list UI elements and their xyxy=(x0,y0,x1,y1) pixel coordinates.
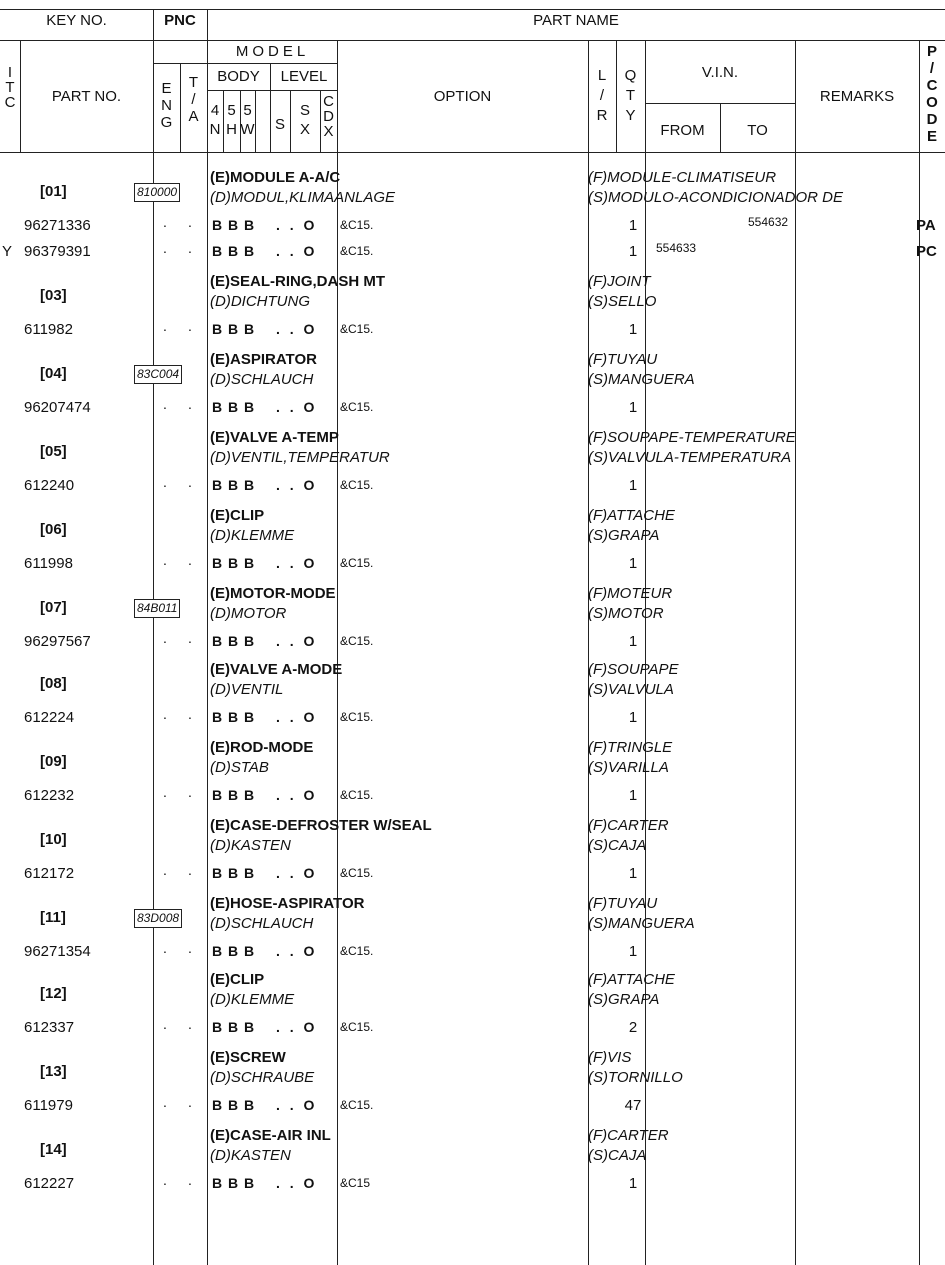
level-codes: . . O xyxy=(276,1097,318,1113)
quantity: 1 xyxy=(628,709,638,726)
part-name-en: (E)ROD-MODE xyxy=(210,739,314,756)
body-codes: B B B xyxy=(212,709,256,725)
part-name-de: (D)DICHTUNG xyxy=(210,293,310,310)
header-vin: V.I.N. xyxy=(701,64,739,81)
level-codes: . . O xyxy=(276,943,318,959)
part-name-fr: (F)ATTACHE xyxy=(588,507,675,524)
header-pnc: PNC xyxy=(164,12,196,29)
option-code: &C15. xyxy=(340,1098,374,1112)
header-body-5w: 5 W xyxy=(240,102,255,138)
level-codes: . . O xyxy=(276,633,318,649)
eng-dot: . xyxy=(163,552,167,568)
quantity: 1 xyxy=(628,943,638,960)
part-name-es: (S)CAJA xyxy=(588,837,647,854)
header-key-no: KEY NO. xyxy=(46,12,107,29)
ta-dot: . xyxy=(188,474,192,490)
key-number: [12] xyxy=(40,985,67,1002)
part-name-en: (E)CLIP xyxy=(210,971,265,988)
option-code: &C15. xyxy=(340,634,374,648)
pnc-code: 83D008 xyxy=(134,909,182,928)
body-codes: B B B xyxy=(212,321,256,337)
part-name-es: (S)CAJA xyxy=(588,1147,647,1164)
part-name-es: (S)MOTOR xyxy=(588,605,664,622)
part-number: 611998 xyxy=(24,555,73,572)
pnc-code: 83C004 xyxy=(134,365,182,384)
part-name-en: (E)CASE-DEFROSTER W/SEAL xyxy=(210,817,432,834)
itc-code: Y xyxy=(2,243,13,260)
quantity: 1 xyxy=(628,243,638,260)
option-code: &C15. xyxy=(340,244,374,258)
eng-dot: . xyxy=(163,706,167,722)
eng-dot: . xyxy=(163,240,167,256)
quantity: 1 xyxy=(628,555,638,572)
part-name-es: (S)MODULO-ACONDICIONADOR DE xyxy=(588,189,844,206)
body-codes: B B B xyxy=(212,1097,256,1113)
ta-dot: . xyxy=(188,706,192,722)
ta-dot: . xyxy=(188,240,192,256)
header-model: MODEL xyxy=(235,43,310,60)
part-number: 96271336 xyxy=(24,217,91,234)
ta-dot: . xyxy=(188,1016,192,1032)
part-name-de: (D)SCHLAUCH xyxy=(210,915,314,932)
ta-dot: . xyxy=(188,318,192,334)
part-name-fr: (F)CARTER xyxy=(588,817,669,834)
part-name-es: (S)GRAPA xyxy=(588,991,660,1008)
body-codes: B B B xyxy=(212,943,256,959)
body-codes: B B B xyxy=(212,477,256,493)
part-number: 96379391 xyxy=(24,243,91,260)
ta-dot: . xyxy=(188,940,192,956)
part-number: 612240 xyxy=(24,477,75,494)
ta-dot: . xyxy=(188,214,192,230)
body-codes: B B B xyxy=(212,787,256,803)
part-number: 612172 xyxy=(24,865,75,882)
part-name-fr: (F)JOINT xyxy=(588,273,651,290)
quantity: 1 xyxy=(628,1175,638,1192)
header-lr: L / R xyxy=(596,67,608,124)
eng-dot: . xyxy=(163,630,167,646)
part-number: 96297567 xyxy=(24,633,91,650)
part-name-fr: (F)TUYAU xyxy=(588,895,658,912)
header-level: LEVEL xyxy=(280,68,328,85)
option-code: &C15. xyxy=(340,866,374,880)
header-remarks: REMARKS xyxy=(819,88,895,105)
ta-dot: . xyxy=(188,784,192,800)
eng-dot: . xyxy=(163,214,167,230)
option-code: &C15. xyxy=(340,1020,374,1034)
eng-dot: . xyxy=(163,396,167,412)
part-name-fr: (F)MOTEUR xyxy=(588,585,673,602)
part-name-en: (E)VALVE A-MODE xyxy=(210,661,343,678)
key-number: [04] xyxy=(40,365,67,382)
header-part-name: PART NAME xyxy=(533,12,619,29)
header-ta: T / A xyxy=(188,74,199,125)
pcode: PC xyxy=(916,243,937,260)
header-vin-to: TO xyxy=(747,122,768,139)
part-name-fr: (F)MODULE-CLIMATISEUR xyxy=(588,169,777,186)
part-name-en: (E)CASE-AIR INL xyxy=(210,1127,331,1144)
header-option: OPTION xyxy=(433,88,492,105)
part-number: 612224 xyxy=(24,709,75,726)
part-name-en: (E)VALVE A-TEMP xyxy=(210,429,339,446)
eng-dot: . xyxy=(163,1094,167,1110)
level-codes: . . O xyxy=(276,787,318,803)
ta-dot: . xyxy=(188,396,192,412)
key-number: [03] xyxy=(40,287,67,304)
part-number: 96207474 xyxy=(24,399,91,416)
option-code: &C15. xyxy=(340,788,374,802)
quantity: 1 xyxy=(628,321,638,338)
header-level-s: S xyxy=(274,116,285,133)
option-code: &C15. xyxy=(340,944,374,958)
header-body-4n: 4 N xyxy=(209,102,221,138)
part-name-en: (E)MOTOR-MODE xyxy=(210,585,336,602)
quantity: 2 xyxy=(628,1019,638,1036)
level-codes: . . O xyxy=(276,709,318,725)
header-level-cdx: C D X xyxy=(323,93,334,140)
part-name-fr: (F)ATTACHE xyxy=(588,971,675,988)
part-name-en: (E)SCREW xyxy=(210,1049,286,1066)
level-codes: . . O xyxy=(276,555,318,571)
body-codes: B B B xyxy=(212,399,256,415)
part-number: 612232 xyxy=(24,787,75,804)
key-number: [07] xyxy=(40,599,67,616)
ta-dot: . xyxy=(188,1172,192,1188)
key-number: [13] xyxy=(40,1063,67,1080)
part-name-fr: (F)SOUPAPE xyxy=(588,661,679,678)
part-name-en: (E)CLIP xyxy=(210,507,265,524)
key-number: [14] xyxy=(40,1141,67,1158)
option-code: &C15. xyxy=(340,556,374,570)
eng-dot: . xyxy=(163,940,167,956)
part-name-en: (E)MODULE A-A/C xyxy=(210,169,341,186)
part-name-de: (D)SCHRAUBE xyxy=(210,1069,315,1086)
level-codes: . . O xyxy=(276,243,318,259)
quantity: 1 xyxy=(628,787,638,804)
level-codes: . . O xyxy=(276,321,318,337)
part-name-es: (S)GRAPA xyxy=(588,527,660,544)
part-name-de: (D)MOTOR xyxy=(210,605,287,622)
key-number: [05] xyxy=(40,443,67,460)
eng-dot: . xyxy=(163,1172,167,1188)
part-number: 96271354 xyxy=(24,943,91,960)
part-name-de: (D)VENTIL,TEMPERATUR xyxy=(210,449,390,466)
level-codes: . . O xyxy=(276,865,318,881)
part-name-de: (D)KASTEN xyxy=(210,837,291,854)
body-codes: B B B xyxy=(212,555,256,571)
header-eng: E N G xyxy=(160,80,173,131)
part-number: 612337 xyxy=(24,1019,75,1036)
quantity: 1 xyxy=(628,399,638,416)
pnc-code: 810000 xyxy=(134,183,180,202)
body-codes: B B B xyxy=(212,217,256,233)
part-name-fr: (F)VIS xyxy=(588,1049,632,1066)
level-codes: . . O xyxy=(276,1019,318,1035)
level-codes: . . O xyxy=(276,217,318,233)
part-name-es: (S)MANGUERA xyxy=(588,915,695,932)
ta-dot: . xyxy=(188,862,192,878)
part-name-es: (S)MANGUERA xyxy=(588,371,695,388)
option-code: &C15. xyxy=(340,218,374,232)
part-name-fr: (F)TUYAU xyxy=(588,351,658,368)
key-number: [01] xyxy=(40,183,67,200)
part-number: 611979 xyxy=(24,1097,73,1114)
header-qty: Q T Y xyxy=(624,67,637,124)
ta-dot: . xyxy=(188,1094,192,1110)
option-code: &C15 xyxy=(340,1176,371,1190)
eng-dot: . xyxy=(163,784,167,800)
quantity: 1 xyxy=(628,633,638,650)
part-name-de: (D)KASTEN xyxy=(210,1147,291,1164)
vin-from: 554633 xyxy=(656,241,697,255)
key-number: [06] xyxy=(40,521,67,538)
quantity: 1 xyxy=(628,217,638,234)
body-codes: B B B xyxy=(212,633,256,649)
body-codes: B B B xyxy=(212,1175,256,1191)
part-name-en: (E)ASPIRATOR xyxy=(210,351,317,368)
option-code: &C15. xyxy=(340,478,374,492)
header-level-sx: S X xyxy=(299,102,310,138)
option-code: &C15. xyxy=(340,322,374,336)
option-code: &C15. xyxy=(340,400,374,414)
part-name-es: (S)VARILLA xyxy=(588,759,669,776)
part-name-fr: (F)SOUPAPE-TEMPERATURE xyxy=(588,429,796,446)
part-name-es: (S)VALVULA xyxy=(588,681,674,698)
ta-dot: . xyxy=(188,552,192,568)
pcode: PA xyxy=(916,217,936,234)
eng-dot: . xyxy=(163,474,167,490)
header-vin-from: FROM xyxy=(660,122,705,139)
key-number: [09] xyxy=(40,753,67,770)
part-name-fr: (F)CARTER xyxy=(588,1127,669,1144)
header-body-5h: 5 H xyxy=(226,102,237,138)
part-name-fr: (F)TRINGLE xyxy=(588,739,673,756)
part-name-de: (D)SCHLAUCH xyxy=(210,371,314,388)
level-codes: . . O xyxy=(276,399,318,415)
part-number: 611982 xyxy=(24,321,73,338)
level-codes: . . O xyxy=(276,477,318,493)
header-itc: I T C xyxy=(4,64,16,111)
vin-to: 554632 xyxy=(748,215,789,229)
part-name-es: (S)VALVULA-TEMPERATURA xyxy=(588,449,792,466)
part-name-en: (E)HOSE-ASPIRATOR xyxy=(210,895,365,912)
part-name-de: (D)KLEMME xyxy=(210,527,295,544)
part-name-es: (S)TORNILLO xyxy=(588,1069,683,1086)
key-number: [10] xyxy=(40,831,67,848)
part-name-en: (E)SEAL-RING,DASH MT xyxy=(210,273,385,290)
key-number: [11] xyxy=(40,909,66,926)
body-codes: B B B xyxy=(212,243,256,259)
header-part-no: PART NO. xyxy=(51,88,122,105)
part-name-de: (D)MODUL,KLIMAANLAGE xyxy=(210,189,396,206)
pnc-code: 84B011 xyxy=(134,599,180,618)
level-codes: . . O xyxy=(276,1175,318,1191)
part-number: 612227 xyxy=(24,1175,75,1192)
quantity: 47 xyxy=(624,1097,642,1114)
key-number: [08] xyxy=(40,675,67,692)
ta-dot: . xyxy=(188,630,192,646)
part-name-de: (D)STAB xyxy=(210,759,269,776)
part-name-de: (D)KLEMME xyxy=(210,991,295,1008)
header-body: BODY xyxy=(217,68,260,85)
quantity: 1 xyxy=(628,865,638,882)
eng-dot: . xyxy=(163,318,167,334)
option-code: &C15. xyxy=(340,710,374,724)
part-name-es: (S)SELLO xyxy=(588,293,657,310)
body-codes: B B B xyxy=(212,1019,256,1035)
part-name-de: (D)VENTIL xyxy=(210,681,284,698)
eng-dot: . xyxy=(163,1016,167,1032)
eng-dot: . xyxy=(163,862,167,878)
header-pcode: P / C O D E xyxy=(926,43,938,145)
quantity: 1 xyxy=(628,477,638,494)
body-codes: B B B xyxy=(212,865,256,881)
